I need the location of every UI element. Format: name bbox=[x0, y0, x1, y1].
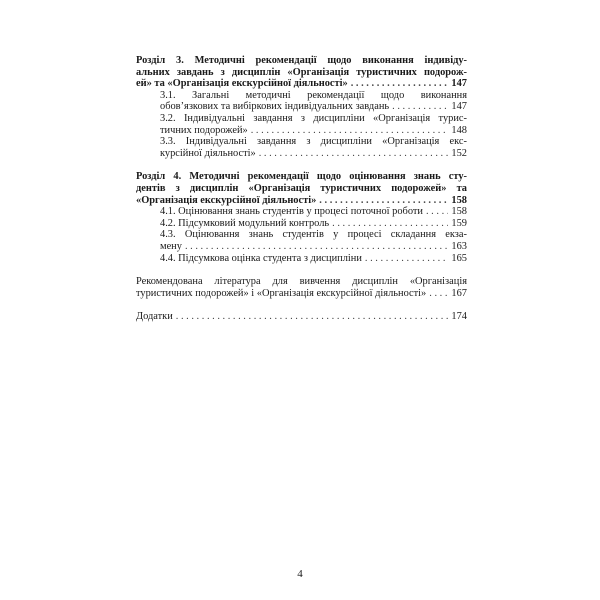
section-title-line: Розділ 3. Методичні рекомендації щодо виконання індивіду- bbox=[136, 55, 467, 66]
dot-leader bbox=[365, 253, 448, 265]
subitem-entry bbox=[160, 241, 467, 253]
dot-leader bbox=[185, 241, 448, 253]
subitem-line: мену bbox=[160, 240, 182, 252]
page-ref: 147 bbox=[451, 101, 467, 113]
page-ref: 163 bbox=[451, 240, 467, 252]
table-of-contents bbox=[136, 55, 467, 327]
toc-subitem[interactable] bbox=[136, 136, 467, 159]
toc-subitem[interactable] bbox=[136, 113, 467, 136]
literature-line: туристичних подорожей» і «Організація екскурсійної діяльності» bbox=[136, 287, 427, 299]
page-ref: 159 bbox=[451, 217, 467, 229]
dot-leader bbox=[176, 311, 448, 323]
page-ref: 158 bbox=[451, 194, 467, 206]
page-ref: 147 bbox=[451, 78, 467, 90]
appendix-label: Додатки bbox=[136, 311, 173, 323]
dot-leader bbox=[259, 148, 448, 160]
section-title-line: «Організація екскурсійної діяльності» bbox=[136, 194, 317, 206]
toc-subitem[interactable] bbox=[136, 206, 467, 218]
toc-appendix[interactable] bbox=[136, 311, 467, 323]
section-title-entry[interactable] bbox=[136, 78, 467, 90]
toc-subitem[interactable] bbox=[136, 218, 467, 230]
subitem-line: тичних подорожей» bbox=[160, 124, 248, 136]
subitem-line: 3.2. Індивідуальні завдання з дисципліни «Організація турис- bbox=[160, 112, 467, 124]
subitem-entry bbox=[160, 101, 467, 113]
dot-leader bbox=[332, 218, 448, 230]
subitem-entry bbox=[160, 253, 467, 265]
dot-leader bbox=[351, 78, 448, 90]
page-number: 4 bbox=[297, 568, 303, 580]
subitem-line: 4.4. Підсумкова оцінка студента з дисципліни bbox=[160, 252, 362, 264]
dot-leader bbox=[426, 206, 448, 218]
subitem-entry bbox=[160, 148, 467, 160]
appendix-entry bbox=[136, 311, 467, 323]
subitem-line: курсійної діяльності» bbox=[160, 147, 256, 159]
dot-leader bbox=[319, 195, 448, 207]
page-ref: 148 bbox=[451, 124, 467, 136]
section-title-entry[interactable] bbox=[136, 195, 467, 207]
subitem-line: 4.3. Оцінювання знань студентів у процесі складання екза- bbox=[160, 229, 467, 241]
subitem-line: 4.1. Оцінювання знань студентів у процесі поточної роботи bbox=[160, 206, 423, 218]
toc-section-3 bbox=[136, 55, 467, 159]
toc-section-4 bbox=[136, 171, 467, 264]
page-ref: 174 bbox=[451, 311, 467, 323]
page-ref: 158 bbox=[451, 206, 467, 218]
page-ref: 152 bbox=[451, 147, 467, 159]
section-title-line: ей» та «Організація екскурсійної діяльності» bbox=[136, 78, 348, 90]
dot-leader bbox=[429, 288, 448, 300]
literature-entry bbox=[136, 288, 467, 300]
subitem-line: 4.2. Підсумковий модульний контроль bbox=[160, 217, 330, 229]
toc-literature[interactable] bbox=[136, 276, 467, 299]
literature-line: Рекомендована література для вивчення дисциплін «Організація bbox=[136, 276, 467, 288]
section-title-line: альних завдань з дисциплін «Організація туристичних подорож- bbox=[136, 66, 467, 78]
subitem-entry bbox=[160, 218, 467, 230]
subitem-line: 3.3. Індивідуальні завдання з дисципліни «Організація екс- bbox=[160, 136, 467, 148]
subitem-entry bbox=[160, 206, 467, 218]
page-ref: 165 bbox=[451, 252, 467, 264]
subitem-line: обов’язкових та вибіркових індивідуальних завдань bbox=[160, 101, 390, 113]
section-title-line: Розділ 4. Методичні рекомендації щодо оцінювання знань сту- bbox=[136, 171, 467, 183]
dot-leader bbox=[392, 101, 448, 113]
toc-subitem[interactable] bbox=[136, 90, 467, 113]
toc-subitem[interactable] bbox=[136, 253, 467, 265]
dot-leader bbox=[251, 125, 448, 137]
toc-subitem[interactable] bbox=[136, 229, 467, 252]
section-title-line: дентів з дисциплін «Організація туристичних подорожей» та bbox=[136, 182, 467, 194]
subitem-entry bbox=[160, 125, 467, 137]
page-ref: 167 bbox=[451, 287, 467, 299]
subitem-line: 3.1. Загальні методичні рекомендації щодо виконання bbox=[160, 89, 467, 101]
